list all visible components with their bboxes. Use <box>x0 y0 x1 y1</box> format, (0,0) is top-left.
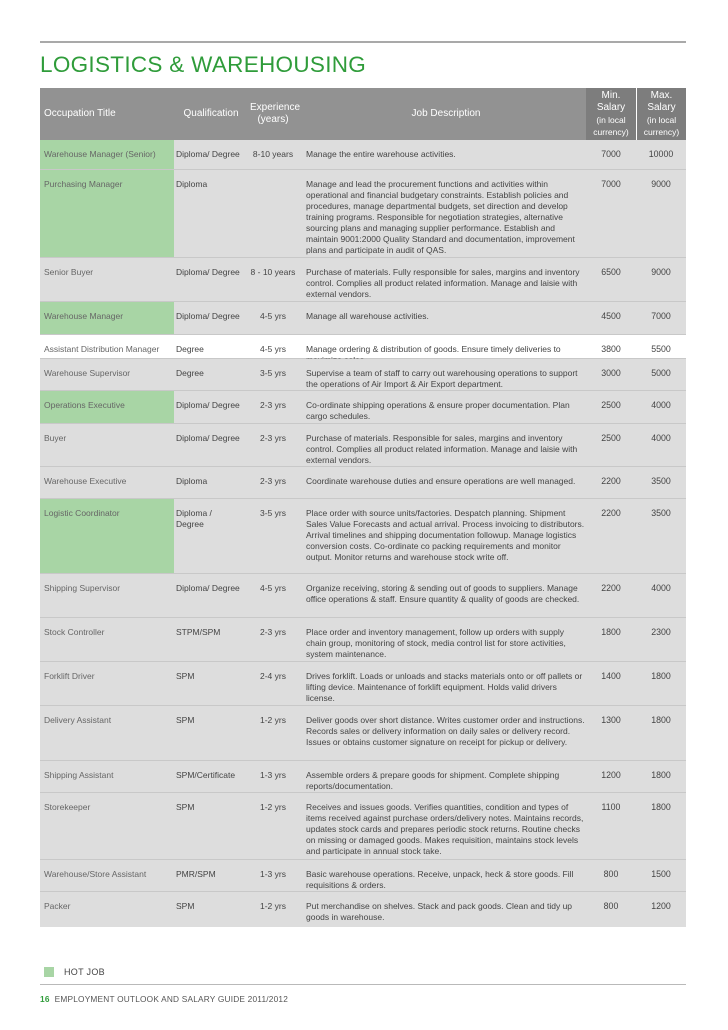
qualification-cell: Diploma <box>176 179 208 189</box>
description-cell: Manage and lead the procurement functions and activities within operational and financial budgetary constraints. Establish policies and procedures, manage departmental budgets, set direction and develop training programs. Responsible for negotiation strategies, alternative sourcing plans and managing supplier performance. Establish and maintain 9001:2000 Quality Standard and documentation, improvement plans and participate in audit of QAS. <box>306 179 575 255</box>
header-occupation: Occupation Title <box>44 108 116 119</box>
max-salary-cell: 5000 <box>651 368 671 378</box>
qualification-cell: Degree <box>176 344 204 354</box>
header-qualification: Qualification <box>183 108 239 119</box>
qualification-cell: Diploma/ Degree <box>176 400 240 410</box>
experience-cell: 1-2 yrs <box>260 715 286 725</box>
description-cell: Coordinate warehouse duties and ensure operations are well managed. <box>306 476 576 486</box>
table-row <box>40 359 686 390</box>
header-experience-label: Experience (years) <box>250 102 301 125</box>
table-row <box>40 335 686 358</box>
occupation-cell: Packer <box>44 901 71 911</box>
max-salary-cell: 1800 <box>651 802 671 812</box>
table-row <box>40 170 686 257</box>
description-cell: Deliver goods over short distance. Writes customer order and instructions. Records sales or delivery information on daily sales or delivery record. Issues or obtains customer signature on receipt for pickup or delivery. <box>306 715 585 747</box>
table-row <box>40 258 686 301</box>
occupation-cell: Shipping Assistant <box>44 770 114 780</box>
qualification-cell: Diploma <box>176 476 208 486</box>
table-header <box>40 88 686 140</box>
min-salary-cell: 2500 <box>601 433 621 443</box>
table-row <box>40 662 686 705</box>
header-min-salary-note: (in local currency) <box>593 115 629 137</box>
occupation-cell: Warehouse Manager (Senior) <box>44 149 156 159</box>
experience-cell: 4-5 yrs <box>260 344 286 354</box>
min-salary-cell: 2200 <box>601 476 621 486</box>
max-salary-cell: 4000 <box>651 583 671 593</box>
max-salary-cell: 7000 <box>651 311 671 321</box>
min-salary-cell: 2200 <box>601 583 621 593</box>
table-row <box>40 892 686 927</box>
experience-cell: 3-5 yrs <box>260 368 286 378</box>
description-cell: Manage the entire warehouse activities. <box>306 149 456 159</box>
occupation-cell: Warehouse Executive <box>44 476 127 486</box>
description-cell: Basic warehouse operations. Receive, unpack, heck & store goods. Fill requisitions & orders. <box>306 869 574 890</box>
description-cell: Organize receiving, storing & sending out of goods to suppliers. Manage office operations & staff. Ensure quantity & quality of goods are checked. <box>306 583 580 604</box>
experience-cell: 2-3 yrs <box>260 476 286 486</box>
table-row <box>40 140 686 169</box>
min-salary-cell: 1400 <box>601 671 621 681</box>
occupation-cell: Shipping Supervisor <box>44 583 121 593</box>
occupation-cell: Operations Executive <box>44 400 125 410</box>
occupation-cell: Stock Controller <box>44 627 105 637</box>
min-salary-cell: 1100 <box>601 802 621 812</box>
qualification-cell: Diploma / Degree <box>176 508 212 529</box>
description-cell: Supervise a team of staff to carry out warehousing operations to support the operations of Air Import & Air Export department. <box>306 368 578 389</box>
min-salary-cell: 2500 <box>601 400 621 410</box>
table-row <box>40 706 686 760</box>
max-salary-cell: 5500 <box>651 344 671 354</box>
header-min-salary <box>586 88 636 140</box>
page-number: 16 <box>40 994 50 1004</box>
min-salary-cell: 7000 <box>601 179 621 189</box>
description-cell: Place order and inventory management, follow up orders with supply chain group, monitoring of stock, media control list for store activities, system maintenance. <box>306 627 566 659</box>
description-cell: Place order with source units/factories. Despatch planning. Shipment Sales Value Forecasts and actual arrival. Process invoicing to distributors. Arrival timelines and shipping documentation followup. Manage logistics conversion costs. Co-ordinate co packing requirements and monitor output. Monitor returns and warehouse stock write off. <box>306 508 585 562</box>
min-salary-cell: 7000 <box>601 149 621 159</box>
max-salary-cell: 10000 <box>648 149 674 159</box>
min-salary-cell: 1300 <box>601 715 621 725</box>
table-row <box>40 793 686 859</box>
qualification-cell: Degree <box>176 368 204 378</box>
min-salary-cell: 2200 <box>601 508 621 518</box>
table-row <box>40 467 686 498</box>
header-description: Job Description <box>411 108 481 119</box>
experience-cell: 2-4 yrs <box>260 671 286 681</box>
header-min-salary-label: Min. Salary <box>596 90 626 113</box>
table-body <box>40 140 686 927</box>
table-row <box>40 574 686 617</box>
min-salary-cell: 1200 <box>601 770 621 780</box>
experience-cell: 1-3 yrs <box>260 869 286 879</box>
qualification-cell: Diploma/ Degree <box>176 311 240 321</box>
experience-cell: 3-5 yrs <box>260 508 286 518</box>
description-cell: Purchase of materials. Responsible for sales, margins and inventory control. Complies all product related information. Manage and laisie with external vendors. <box>306 433 578 465</box>
description-cell: Co-ordinate shipping operations & ensure proper documentation. Plan cargo schedules. <box>306 400 570 421</box>
top-rule <box>40 41 686 43</box>
occupation-cell: Warehouse Manager <box>44 311 124 321</box>
legend-label: HOT JOB <box>64 967 105 977</box>
occupation-cell: Logistic Coordinator <box>44 508 120 518</box>
experience-cell: 1-2 yrs <box>260 901 286 911</box>
qualification-cell: STPM/SPM <box>176 627 221 637</box>
experience-cell: 2-3 yrs <box>260 433 286 443</box>
min-salary-cell: 4500 <box>601 311 621 321</box>
header-max-salary-note: (in local currency) <box>643 115 680 137</box>
footer-text: EMPLOYMENT OUTLOOK AND SALARY GUIDE 2011/2012 <box>54 994 289 1004</box>
max-salary-cell: 9000 <box>651 179 671 189</box>
max-salary-cell: 1200 <box>651 901 671 911</box>
qualification-cell: SPM <box>176 715 195 725</box>
table-row <box>40 761 686 792</box>
description-cell: Manage all warehouse activities. <box>306 311 429 321</box>
max-salary-cell: 4000 <box>651 433 671 443</box>
qualification-cell: Diploma/ Degree <box>176 433 240 443</box>
experience-cell: 4-5 yrs <box>260 583 286 593</box>
max-salary-cell: 1500 <box>651 869 671 879</box>
max-salary-cell: 2300 <box>651 627 671 637</box>
max-salary-cell: 1800 <box>651 715 671 725</box>
min-salary-cell: 3800 <box>601 344 621 354</box>
min-salary-cell: 800 <box>603 901 619 911</box>
header-experience <box>246 88 300 140</box>
qualification-cell: Diploma/ Degree <box>176 583 240 593</box>
page-title: LOGISTICS & WAREHOUSING <box>40 52 367 77</box>
qualification-cell: SPM <box>176 802 195 812</box>
experience-cell: 8-10 years <box>252 149 294 159</box>
min-salary-cell: 6500 <box>601 267 621 277</box>
max-salary-cell: 3500 <box>651 508 671 518</box>
occupation-cell: Purchasing Manager <box>44 179 123 189</box>
experience-cell: 2-3 yrs <box>260 400 286 410</box>
table-row <box>40 860 686 891</box>
qualification-cell: Diploma/ Degree <box>176 149 240 159</box>
occupation-cell: Senior Buyer <box>44 267 94 277</box>
description-cell: Put merchandise on shelves. Stack and pack goods. Clean and tidy up goods in warehouse. <box>306 901 573 922</box>
experience-cell: 8 - 10 years <box>250 267 296 277</box>
table-row <box>40 499 686 573</box>
legend <box>44 967 105 977</box>
min-salary-cell: 1800 <box>601 627 621 637</box>
min-salary-cell: 3000 <box>601 368 621 378</box>
description-cell: Manage ordering & distribution of goods. Ensure timely deliveries to <box>306 344 561 354</box>
salary-table <box>40 88 686 927</box>
qualification-cell: Diploma/ Degree <box>176 267 240 277</box>
table-row <box>40 391 686 423</box>
table-row <box>40 618 686 661</box>
description-cell: Receives and issues goods. Verifies quantities, condition and types of items received against purchase orders/delivery notes. Maintains records, updates stock cards and prepares periodic stock returns. Routine checks on missing or damaged goods. Makes requisition, maintains stock levels and participate in annual stock take. <box>306 802 584 856</box>
occupation-cell: Assistant Distribution Manager <box>44 344 160 354</box>
max-salary-cell: 1800 <box>651 770 671 780</box>
experience-cell: 1-3 yrs <box>260 770 286 780</box>
table-row <box>40 302 686 334</box>
footer <box>40 994 288 1004</box>
max-salary-cell: 9000 <box>651 267 671 277</box>
max-salary-cell: 3500 <box>651 476 671 486</box>
qualification-cell: SPM <box>176 671 195 681</box>
qualification-cell: SPM <box>176 901 195 911</box>
hot-job-swatch <box>44 967 54 977</box>
header-max-salary <box>636 88 686 140</box>
max-salary-cell: 4000 <box>651 400 671 410</box>
experience-cell: 1-2 yrs <box>260 802 286 812</box>
table-row <box>40 424 686 466</box>
occupation-cell: Warehouse Supervisor <box>44 368 131 378</box>
header-max-salary-label: Max. Salary <box>647 90 676 113</box>
occupation-cell: Buyer <box>44 433 67 443</box>
min-salary-cell: 800 <box>603 869 619 879</box>
occupation-cell: Storekeeper <box>44 802 91 812</box>
description-cell: Drives forklift. Loads or unloads and stacks materials onto or off pallets or lifting device. Maintenance of forklift equipment. Holds valid drivers license. <box>306 671 583 703</box>
occupation-cell: Forklift Driver <box>44 671 95 681</box>
qualification-cell: SPM/Certificate <box>176 770 236 780</box>
occupation-cell: Delivery Assistant <box>44 715 112 725</box>
occupation-cell: Warehouse/Store Assistant <box>44 869 147 879</box>
experience-cell: 4-5 yrs <box>260 311 286 321</box>
experience-cell: 2-3 yrs <box>260 627 286 637</box>
bottom-rule <box>40 984 686 985</box>
description-cell: Purchase of materials. Fully responsible for sales, margins and inventory control. Complies all product related information. Manage and laisie with external vendors. <box>306 267 580 299</box>
max-salary-cell: 1800 <box>651 671 671 681</box>
qualification-cell: PMR/SPM <box>176 869 216 879</box>
description-cell: Assemble orders & prepare goods for shipment. Complete shipping reports/documentation. <box>306 770 560 791</box>
